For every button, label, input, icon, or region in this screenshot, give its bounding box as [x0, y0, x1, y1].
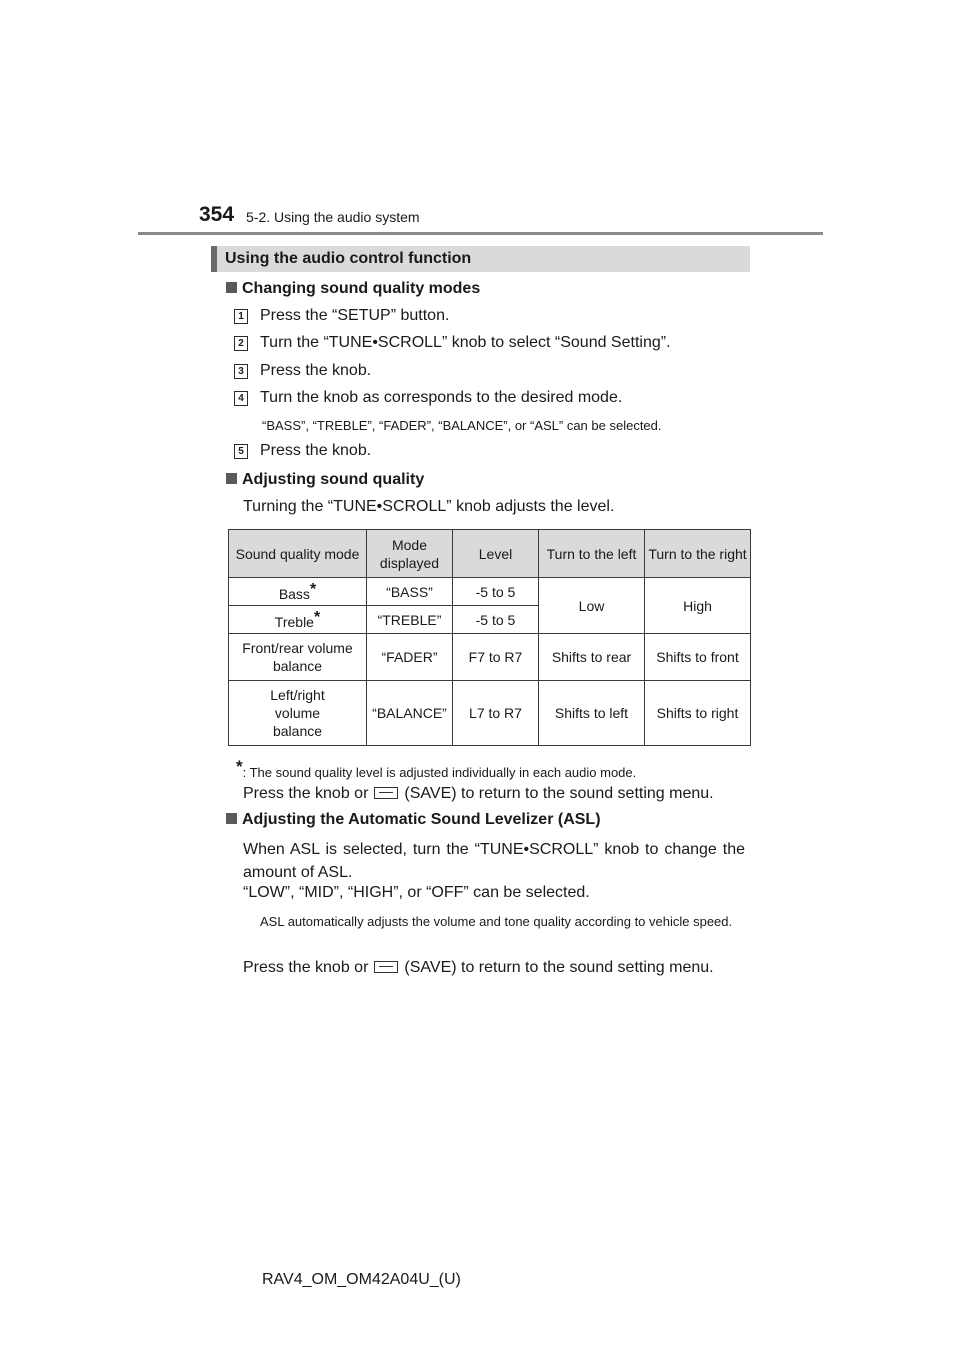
footnote-mark: * — [236, 757, 243, 776]
header-mode-displayed: Mode displayed — [367, 530, 453, 578]
save-button-icon — [374, 787, 398, 799]
step-number-1: 1 — [234, 309, 248, 324]
mode-text: Bass — [278, 585, 310, 602]
heading-text: Adjusting the Automatic Sound Levelizer (ASL) — [242, 811, 601, 828]
heading-changing-sound-quality — [226, 280, 480, 298]
step-text-1: Press the “SETUP” button. — [260, 307, 450, 324]
cell-mode: Front/rear volume balance — [229, 634, 367, 681]
cell-level: F7 to R7 — [453, 634, 539, 681]
square-bullet-icon — [226, 282, 237, 293]
save-button-icon — [374, 961, 398, 973]
mode-text: Treble — [274, 613, 314, 630]
cell-right: Shifts to right — [645, 681, 751, 746]
header-sound-quality-mode: Sound quality mode — [229, 530, 367, 578]
footnote-text: : The sound quality level is adjusted individually in each audio mode. — [242, 765, 637, 780]
return-text-after: (SAVE) to return to the sound setting menu. — [404, 785, 714, 802]
cell-left: Shifts to left — [539, 681, 645, 746]
cell-mode — [229, 606, 367, 634]
section-title: Using the audio control function — [225, 250, 472, 267]
step-number-3: 3 — [234, 364, 248, 379]
cell-level: -5 to 5 — [453, 578, 539, 606]
cell-displayed: “TREBLE” — [367, 606, 453, 634]
mode-options-note: “BASS”, “TREBLE”, “FADER”, “BALANCE”, or “ASL” can be selected. — [262, 418, 662, 433]
table-row — [229, 578, 751, 606]
header-level: Level — [453, 530, 539, 578]
manual-code: RAV4_OM_OM42A04U_(U) — [262, 1271, 461, 1288]
step-text-5: Press the knob. — [260, 442, 372, 459]
cell-displayed: “BALANCE” — [367, 681, 453, 746]
asl-options: “LOW”, “MID”, “HIGH”, or “OFF” can be selected. — [243, 884, 590, 901]
asterisk-mark: * — [313, 608, 321, 626]
page-number: 354 — [199, 203, 235, 226]
square-bullet-icon — [226, 813, 237, 824]
cell-displayed: “FADER” — [367, 634, 453, 681]
return-text-before: Press the knob or — [243, 785, 369, 802]
return-text-before: Press the knob or — [243, 959, 369, 976]
header-turn-left: Turn to the left — [539, 530, 645, 578]
header-rule — [138, 232, 823, 235]
asl-description: When ASL is selected, turn the “TUNE•SCROLL” knob to change the amount of ASL. — [243, 841, 745, 881]
cell-level: L7 to R7 — [453, 681, 539, 746]
asterisk-mark: * — [309, 580, 317, 598]
cell-level: -5 to 5 — [453, 606, 539, 634]
sound-quality-table — [228, 529, 751, 746]
section-title-bar — [211, 246, 750, 272]
step-text-4: Turn the knob as corresponds to the desired mode. — [260, 389, 623, 406]
asl-note: ASL automatically adjusts the volume and tone quality according to vehicle speed. — [260, 914, 733, 929]
table-row — [229, 634, 751, 681]
square-bullet-icon — [226, 473, 237, 484]
table-row — [229, 681, 751, 746]
heading-adjusting-sound-quality — [226, 471, 424, 489]
step-text-3: Press the knob. — [260, 362, 372, 379]
section-path: 5-2. Using the audio system — [246, 209, 420, 225]
cell-mode — [229, 578, 367, 606]
heading-adjusting-asl — [226, 811, 601, 829]
step-text-2: Turn the “TUNE•SCROLL” knob to select “Sound Setting”. — [260, 334, 671, 351]
cell-left: Low — [539, 578, 645, 634]
step-number-5: 5 — [234, 444, 248, 459]
return-text-after: (SAVE) to return to the sound setting menu. — [404, 959, 714, 976]
step-number-4: 4 — [234, 391, 248, 406]
adjusting-quality-text: Turning the “TUNE•SCROLL” knob adjusts the level. — [243, 498, 615, 515]
return-instruction-1 — [243, 785, 714, 803]
heading-text: Changing sound quality modes — [242, 280, 481, 297]
header-turn-right: Turn to the right — [645, 530, 751, 578]
step-number-2: 2 — [234, 336, 248, 351]
return-instruction-2 — [243, 959, 714, 977]
table-header-row — [229, 530, 751, 578]
cell-mode: Left/right volume balance — [229, 681, 367, 746]
cell-right: Shifts to front — [645, 634, 751, 681]
footnote — [236, 757, 636, 780]
cell-left: Shifts to rear — [539, 634, 645, 681]
heading-text: Adjusting sound quality — [242, 471, 425, 488]
cell-displayed: “BASS” — [367, 578, 453, 606]
cell-right: High — [645, 578, 751, 634]
